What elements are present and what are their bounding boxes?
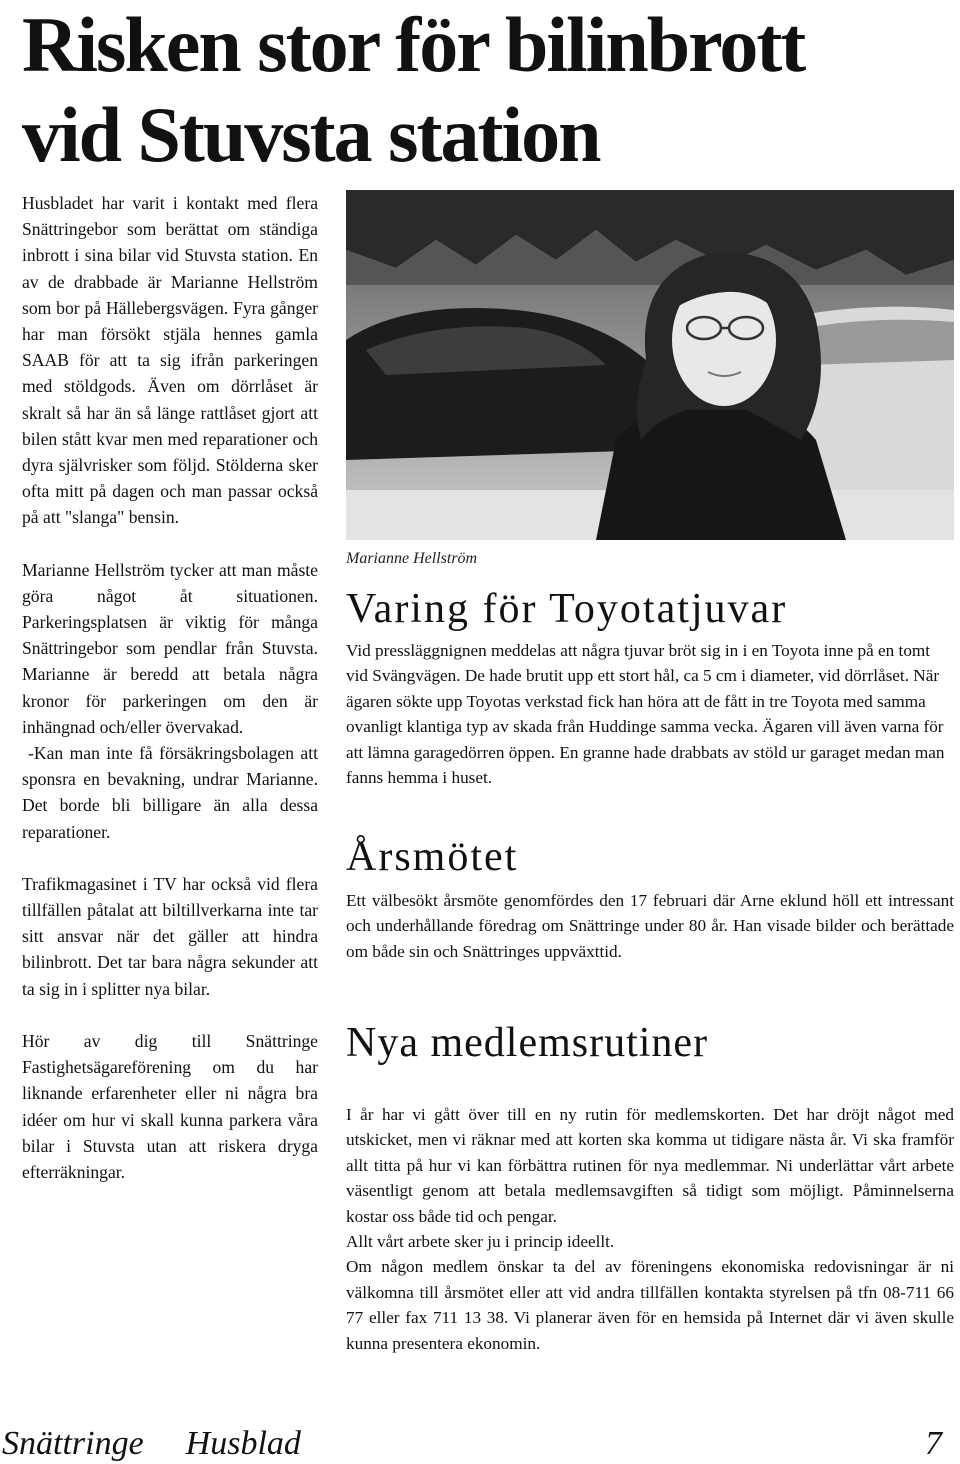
headline-line-1: Risken stor för bilinbrott: [22, 1, 805, 88]
section-body-medlem-1: I år har vi gått över till en ny rutin för medlemskorten. Det har dröjt något med utskicket, men vi räknar med att korten ska komma ut tidigare nästa år. Vi ska framför allt titta på hur vi kan förbättra rutinen för nya medlemmar. Ni underlättar vårt arbete väsentligt genom att betala medlemsavgiften så tidigt som möjligt. Påminnelserna kostar oss både tid och pengar.: [346, 1105, 954, 1226]
section-medlem: [346, 1012, 954, 1356]
section-body-toyota: Vid pressläggnignen meddelas att några tjuvar bröt sig in i en Toyota inne på en tomt vid Svängvägen. De hade brutit upp ett stort hål, ca 5 cm i diameter, vid dörrlåset. När ägaren sökte upp Toyotas verkstad fick han höra att de fått in tre Toyota med samma ovanligt klantiga typ av skada från Huddinge samma vecka. Ägaren vill även varna för att lämna garagedörren öppen. En granne hade drabbats av stöld ur garaget medan man fanns hemma i huset.: [346, 641, 945, 788]
page-footer: [2, 1424, 952, 1464]
page-number: 7: [925, 1425, 942, 1462]
article-paragraph-2: Marianne Hellström tycker att man måste göra något åt situationen. Parkeringsplatsen är viktig för många Snättringebor som pendlar från Stuvsta. Marianne är beredd att betala några kronor för parkeringen om den är inhängnad och/eller övervakad.: [22, 559, 318, 737]
headline-line-2: vid Stuvsta station: [22, 91, 600, 178]
photo-caption: Marianne Hellström: [346, 550, 478, 567]
publication-name: [2, 1424, 301, 1464]
photo-illustration: [346, 190, 954, 540]
section-body-arsmote: Ett välbesökt årsmöte genomfördes den 17 februari där Arne eklund höll ett intressant och underhållande föredrag om Snättringe under 80 år. Han visade bilder och berättade om både sin och Snättringes uppväxttid.: [346, 891, 954, 961]
portrait-photo: [346, 190, 954, 540]
section-arsmote: [346, 826, 954, 964]
article-paragraph-5: Hör av dig till Snättringe Fastighetsägareförening om du har liknande erfarenheter eller ni några bra idéer om hur vi skall kunna parkera våra bilar i Stuvsta utan att riskera dryga efterräkningar.: [22, 1030, 318, 1182]
section-title-arsmote: Årsmötet: [346, 834, 519, 880]
section-body-medlem-3: Om någon medlem önskar ta del av föreningens ekonomiska redovisningar är ni välkomna till årsmötet eller att vid andra tillfällen kontakta styrelsen på tfn 08-711 66 77 eller fax 711 13 38. Vi planerar även för en hemsida på Internet där vi även skulle kunna presentera ekonomin.: [346, 1257, 954, 1353]
section-toyota: [346, 580, 954, 790]
article-paragraph-4: Trafikmagasinet i TV har också vid flera tillfällen påtalat att biltillverkarna inte tar sitt ansvar när det gäller att hindra bilinbrott. Det tar bara några sekunder att ta sig in i splitter nya bilar.: [22, 873, 318, 999]
publication-word-1: Snättringe: [2, 1425, 144, 1462]
left-article-column: [22, 190, 318, 1211]
section-title-toyota: Varing för Toyotatjuvar: [346, 586, 788, 632]
article-paragraph-3: -Kan man inte få försäkringsbolagen att sponsra en bevakning, undrar Marianne. Det borde bli billigare än alla dessa reparationer.: [22, 743, 318, 842]
publication-word-2: Husblad: [185, 1425, 301, 1462]
article-paragraph-1: Husbladet har varit i kontakt med flera Snättringebor som berättat om ständiga inbrott i sina bilar vid Stuvsta station. En av de drabbade är Marianne Hellström som bor på Hällebergsvägen. Fyra gånger har man försökt stjäla hennes gamla SAAB för att ta sig ifrån parkeringen med stöldgods. Även om dörrlåset är skralt så har än så länge rattlåset gjort att bilen stått kvar men med reparationer och dyra självrisker som följd. Stölderna sker ofta mitt på dagen och man passar också på att "slanga" bensin.: [22, 193, 318, 528]
article-headline: [22, 0, 952, 180]
section-body-medlem-2: Allt vårt arbete sker ju i princip ideellt.: [346, 1232, 615, 1252]
section-title-medlem: Nya medlemsrutiner: [346, 1020, 709, 1066]
